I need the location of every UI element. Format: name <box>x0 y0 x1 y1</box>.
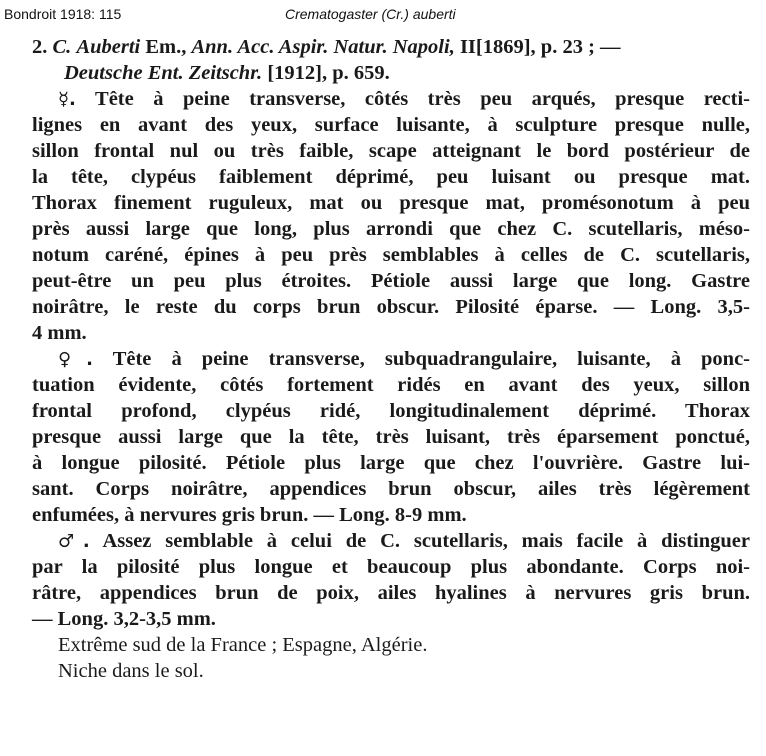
genus-abbrev: C. <box>52 36 72 58</box>
reference-detail-2: [1912], p. 659. <box>267 62 390 84</box>
worker-line: noirâtre, le reste du corps brun obscur. Pilosité éparse. — Long. 3,5- <box>32 296 750 318</box>
reference-journal-1: Ann. Acc. Aspir. Natur. Napoli, <box>191 36 455 58</box>
entry-heading-line-1 <box>32 34 750 60</box>
male-symbol-icon: ♂. <box>58 531 90 552</box>
queen-symbol-icon: ♀. <box>58 349 93 370</box>
entry-number: 2. <box>32 36 48 58</box>
male-line: par la pilosité plus longue et beaucoup plus abondante. Corps noi- <box>32 556 750 578</box>
queen-line: à longue pilosité. Pétiole plus large que chez l'ouvrière. Gastre lui- <box>32 452 750 474</box>
queen-line: presque aussi large que la tête, très luisant, très éparsement ponctué, <box>32 426 750 448</box>
male-line: ♂. Assez semblable à celui de C. scutellaris, mais facile à distinguer <box>58 530 750 552</box>
worker-line: près aussi large que long, plus arrondi que chez C. scutellaris, méso- <box>32 218 750 240</box>
male-line: — Long. 3,2-3,5 mm. <box>32 608 216 630</box>
species-description <box>32 34 750 684</box>
habitat: Niche dans le sol. <box>58 660 204 682</box>
reference-journal-2: Deutsche Ent. Zeitschr. <box>64 62 263 84</box>
source-citation: Bondroit 1918: 115 <box>4 6 122 22</box>
worker-line: lignes en avant des yeux, surface luisante, à sculpture presque nulle, <box>32 114 750 136</box>
worker-line: 4 mm. <box>32 322 87 344</box>
worker-line: la tête, clypéus faiblement déprimé, peu luisant ou presque mat. <box>32 166 750 188</box>
author: Em., <box>145 36 187 58</box>
taxon-title: Crematogaster (Cr.) auberti <box>285 6 456 22</box>
worker-line: Thorax finement ruguleux, mat ou presque mat, promésonotum à peu <box>32 192 750 214</box>
queen-line: ♀. Tête à peine transverse, subquadrangulaire, luisante, à ponc- <box>58 348 751 370</box>
queen-line: frontal profond, clypéus ridé, longitudinalement déprimé. Thorax <box>32 400 750 422</box>
species-name: Auberti <box>76 36 141 58</box>
queen-line: sant. Corps noirâtre, appendices brun obscur, ailes très légèrement <box>32 478 750 500</box>
worker-line: sillon frontal nul ou très faible, scape atteignant le bord postérieur de <box>32 140 750 162</box>
reference-detail-1: II[1869], p. 23 ; — <box>459 36 621 58</box>
distribution: Extrême sud de la France ; Espagne, Algérie. <box>58 634 428 656</box>
male-line: râtre, appendices brun de poix, ailes hyalines à nervures gris brun. <box>32 582 750 604</box>
entry-heading-line-2 <box>32 60 750 86</box>
worker-symbol-icon: ☿. <box>58 89 76 110</box>
worker-line: peut-être un peu plus étroites. Pétiole aussi large que long. Gastre <box>32 270 750 292</box>
queen-line: tuation évidente, côtés fortement ridés en avant des yeux, sillon <box>32 374 750 396</box>
queen-line: enfumées, à nervures gris brun. — Long. 8-9 mm. <box>32 504 467 526</box>
worker-line: ☿. Tête à peine transverse, côtés très peu arqués, presque recti- <box>58 88 750 110</box>
worker-line: notum caréné, épines à peu près semblables à celles de C. scutellaris, <box>32 244 750 266</box>
